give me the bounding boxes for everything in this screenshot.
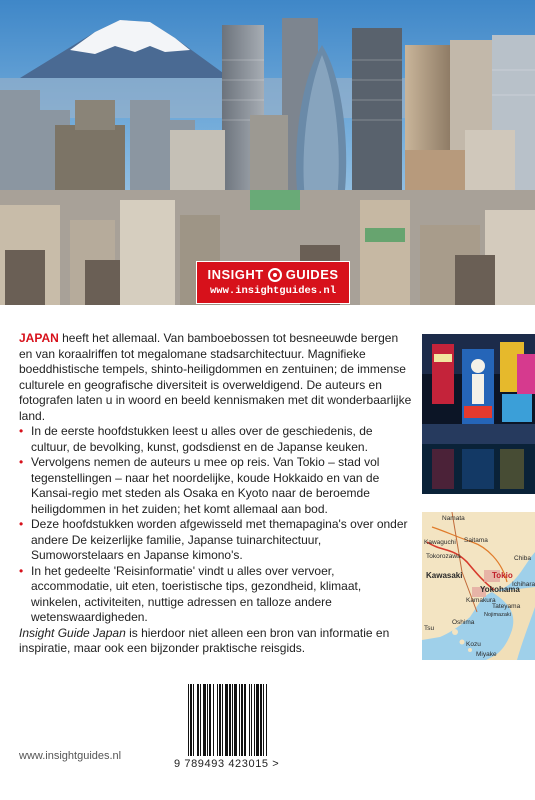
map-label: Oshima [452,619,475,626]
map-label: Kamakura [466,597,496,604]
map-label: Nojimazaki [484,612,511,618]
map-label: Kawasaki [426,571,463,580]
feature-item: • Vervolgens nemen de auteurs u mee op reis. Van Tokio – stad vol tegenstellingen – naar het noordelijke, koude Hokkaido en van de Kansai-regio met steden als Osaka en Kyoto naar de beroemde heiligdommen in het zuiden; het komt allemaal aan bod. [19,455,414,517]
logo-url: www.insightguides.nl [209,285,337,297]
map-label: Kawaguchi [424,539,456,546]
map-label: Chiba [514,555,531,562]
intro-lead-word: JAPAN [19,331,59,345]
map-label: Yokohama [480,585,520,594]
map-label: Tokio [492,571,513,580]
feature-list [19,424,414,626]
feature-item: • Deze hoofdstukken worden afgewisseld met themapagina's over onder andere De keizerlijke familie, Japanse tuinarchitectuur, Sumoworstelaars en Japanse kimono's. [19,517,414,564]
feature-item: • In de eerste hoofdstukken leest u alles over de geschiedenis, de cultuur, de bevolking, kunst, godsdienst en de Japanse keuken. [19,424,414,455]
isbn-number: 9 789493 423015 > [174,758,280,770]
closing-paragraph [19,626,414,657]
logo-brand-right: GUIDES [285,267,339,282]
insight-guides-logo [196,261,350,304]
tokyo-area-map [422,512,535,660]
tokyo-skyline-photo [0,0,535,305]
map-label: Namata [442,515,465,522]
logo-brand-left: INSIGHT [207,267,264,282]
intro-text: heeft het allemaal. Van bamboebossen tot besneeuwde bergen en van koraalriffen tot megalomane stadsarchitectuur. Magnifieke boeddhistische tempels, shinto-heiligdommen en zentuinen; de immense culturele en geografische diversiteit is overweldigend. De auteurs en fotografen laten u in woord en beeld kennismaken met dit wonderbaarlijke land. [19,331,412,423]
map-label: Tateyama [492,603,521,610]
closing-text: is hierdoor niet alleen een bron van informatie en inspiratie, maar ook een bijzonder praktische reisgids. [19,625,390,655]
map-label: Tsu [424,625,435,632]
map-label: Miyake [476,651,497,658]
logo-eye-icon [268,268,282,282]
closing-title: Insight Guide Japan [19,625,126,640]
map-label: Ichihara [512,581,535,588]
map-label: Saitama [464,537,488,544]
footer-url: www.insightguides.nl [19,750,122,762]
isbn-barcode [184,684,292,758]
map-label: Kozu [466,641,481,648]
description-text [19,331,414,657]
feature-item: • In het gedeelte 'Reisinformatie' vindt u alles over vervoer, accommodatie, uit eten, toeristische tips, gezondheid, klimaat, winkelen, activiteiten, nuttige adressen en talloze andere wetenswaardigheden. [19,564,414,626]
osaka-neon-photo [422,334,535,494]
intro-paragraph [19,331,414,424]
map-label: Tokorozawa [426,553,461,560]
